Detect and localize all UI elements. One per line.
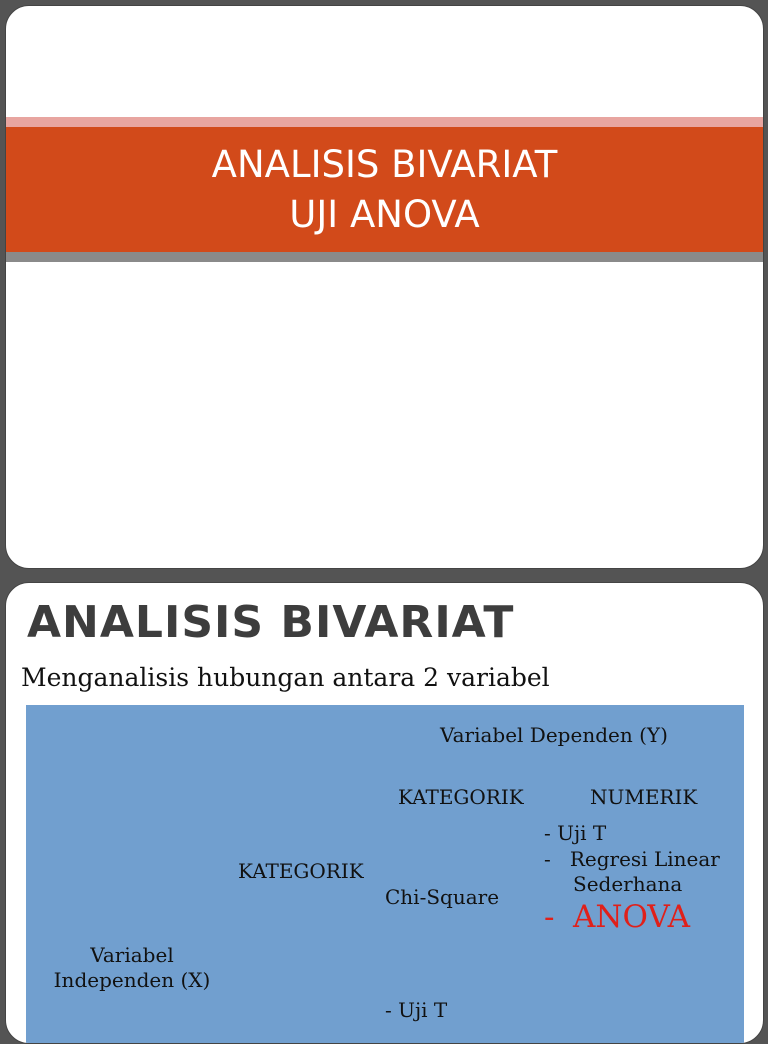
title-band-bottom-accent — [6, 252, 763, 262]
numerik-item-uji-t: - Uji T — [544, 821, 607, 845]
content-slide — [5, 582, 764, 1044]
numerik-item-anova-dash: - — [544, 899, 555, 935]
dependent-variable-header: Variabel Dependen (Y) — [440, 723, 668, 747]
next-row-item-uji-t: - Uji T — [385, 998, 448, 1022]
title-slide — [5, 5, 764, 569]
column-numerik-header: NUMERIK — [590, 785, 698, 809]
column-kategorik-header: KATEGORIK — [398, 785, 524, 809]
independent-variable-label-line2: Independen (X) — [53, 968, 211, 992]
slide-heading: ANALISIS BIVARIAT — [27, 597, 515, 648]
slide-title-line1: ANALISIS BIVARIAT — [211, 142, 558, 186]
numerik-item-anova: ANOVA — [573, 899, 691, 935]
numerik-item-regresi: - Regresi Linear — [544, 847, 720, 871]
row-kategorik-header: KATEGORIK — [238, 859, 364, 883]
cell-chi-square: Chi-Square — [385, 885, 500, 909]
independent-variable-label-line1: Variabel — [90, 943, 174, 967]
title-band — [6, 127, 763, 252]
analysis-table — [26, 705, 744, 1044]
slide-title-line2: UJI ANOVA — [289, 192, 480, 236]
numerik-item-regresi-cont: Sederhana — [573, 872, 683, 896]
title-band-top-accent — [6, 117, 763, 127]
slide-subtitle: Menganalisis hubungan antara 2 variabel — [21, 663, 550, 692]
